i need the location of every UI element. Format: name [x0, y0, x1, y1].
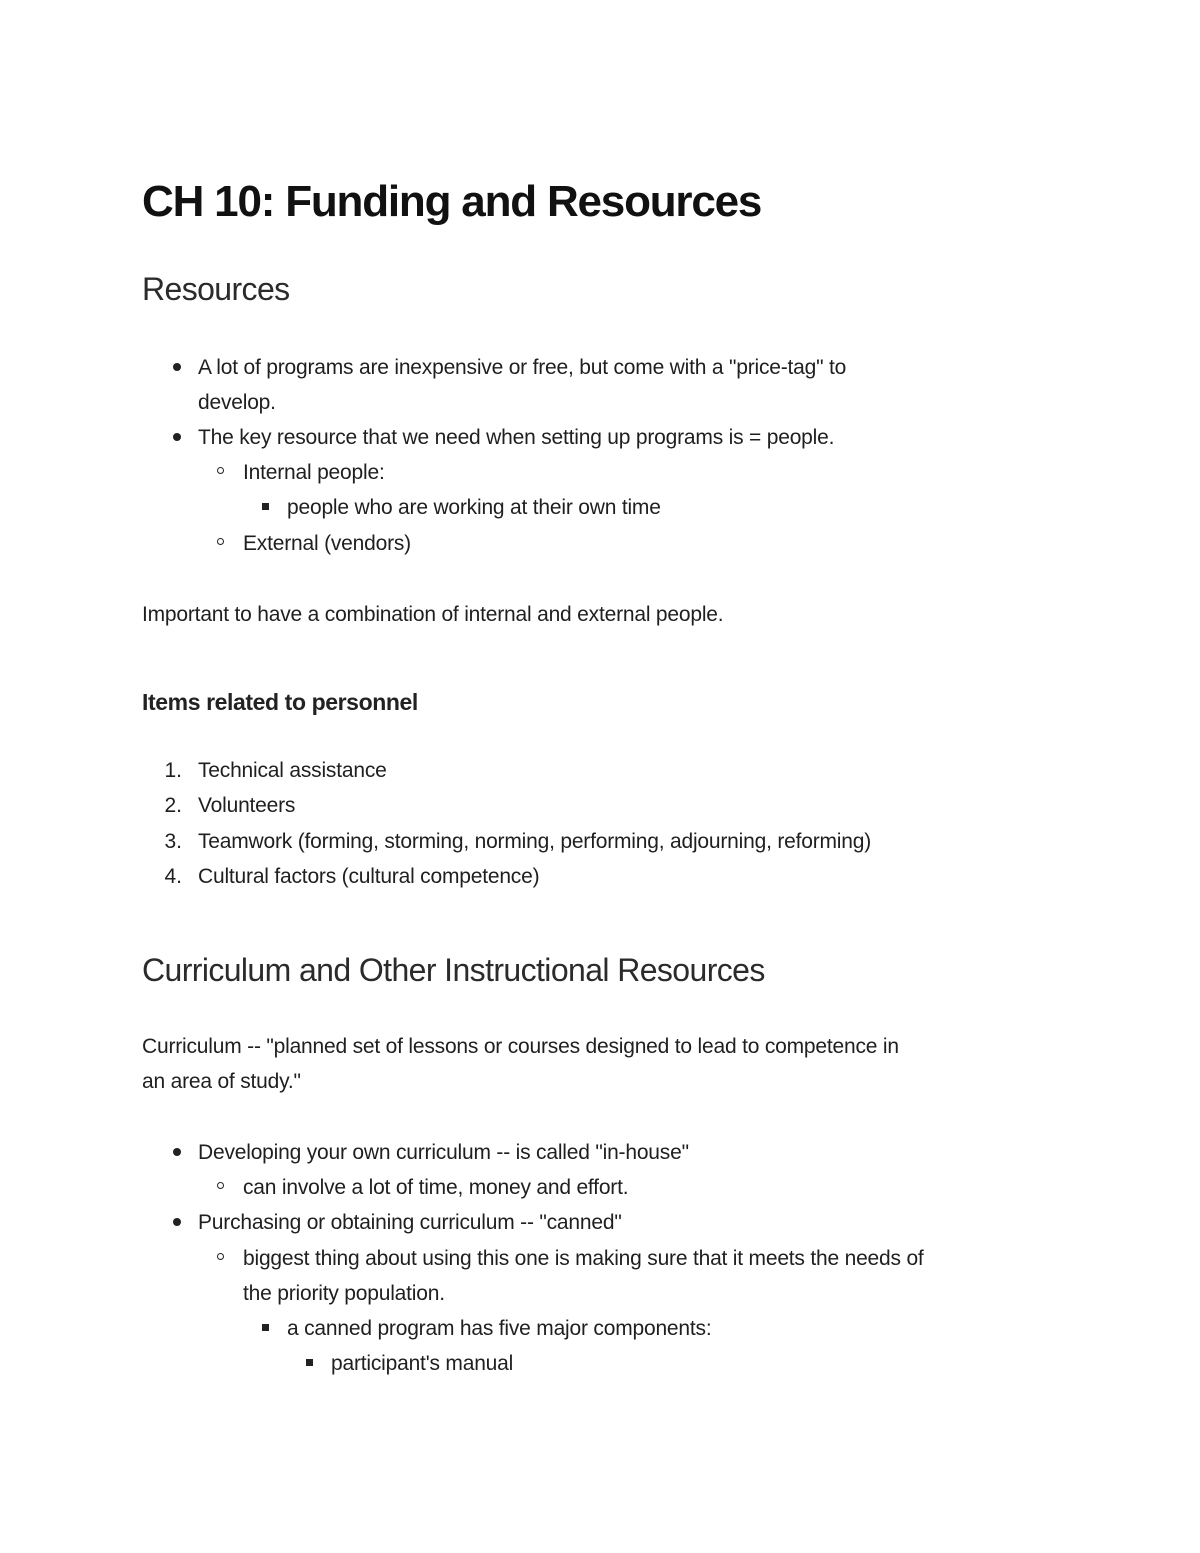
bullet-disc-icon [173, 363, 181, 371]
list-number: 4. [164, 865, 182, 888]
paragraph: an area of study." [142, 1070, 301, 1093]
bullet-disc-icon [173, 1148, 181, 1156]
list-item-text: A lot of programs are inexpensive or free, but come with a "price-tag" to [198, 356, 847, 379]
list-item-text: people who are working at their own time [287, 496, 661, 519]
list-item-text: External (vendors) [243, 532, 411, 555]
section-heading-curriculum: Curriculum and Other Instructional Resources [142, 952, 765, 988]
list-item-text: biggest thing about using this one is making sure that it meets the needs of [243, 1247, 924, 1270]
list-item-text: Volunteers [198, 794, 296, 817]
bullet-circle-icon [217, 1182, 224, 1189]
list-item-text: can involve a lot of time, money and effort. [243, 1176, 629, 1199]
bullet-disc-icon [173, 1218, 181, 1226]
bullet-square-icon [306, 1359, 313, 1366]
list-item-text: Developing your own curriculum -- is called "in-house" [198, 1141, 689, 1164]
list-item-text: a canned program has five major components: [287, 1317, 712, 1340]
list-item-text: the priority population. [243, 1282, 445, 1305]
list-item-text: participant's manual [331, 1352, 514, 1375]
list-item-text: Technical assistance [198, 759, 387, 782]
list-item-text: develop. [198, 391, 276, 414]
list-number: 3. [164, 830, 182, 853]
list-item-text: Cultural factors (cultural competence) [198, 865, 540, 888]
page-title: CH 10: Funding and Resources [142, 177, 762, 226]
bullet-square-icon [262, 503, 269, 510]
list-item-text: Teamwork (forming, storming, norming, performing, adjourning, reforming) [198, 830, 872, 853]
list-item-text: The key resource that we need when setting up programs is = people. [198, 426, 835, 449]
bullet-square-icon [262, 1324, 269, 1331]
section-heading-resources: Resources [142, 271, 290, 307]
bullet-circle-icon [217, 538, 224, 545]
subheading-personnel: Items related to personnel [142, 689, 418, 715]
paragraph: Curriculum -- "planned set of lessons or courses designed to lead to competence in [142, 1035, 899, 1058]
bullet-circle-icon [217, 1253, 224, 1260]
bullet-disc-icon [173, 433, 181, 441]
list-number: 1. [164, 759, 182, 782]
list-item-text: Internal people: [243, 461, 385, 484]
list-item-text: Purchasing or obtaining curriculum -- "canned" [198, 1211, 622, 1234]
bullet-circle-icon [217, 467, 224, 474]
list-number: 2. [164, 794, 182, 817]
paragraph: Important to have a combination of internal and external people. [142, 603, 724, 626]
